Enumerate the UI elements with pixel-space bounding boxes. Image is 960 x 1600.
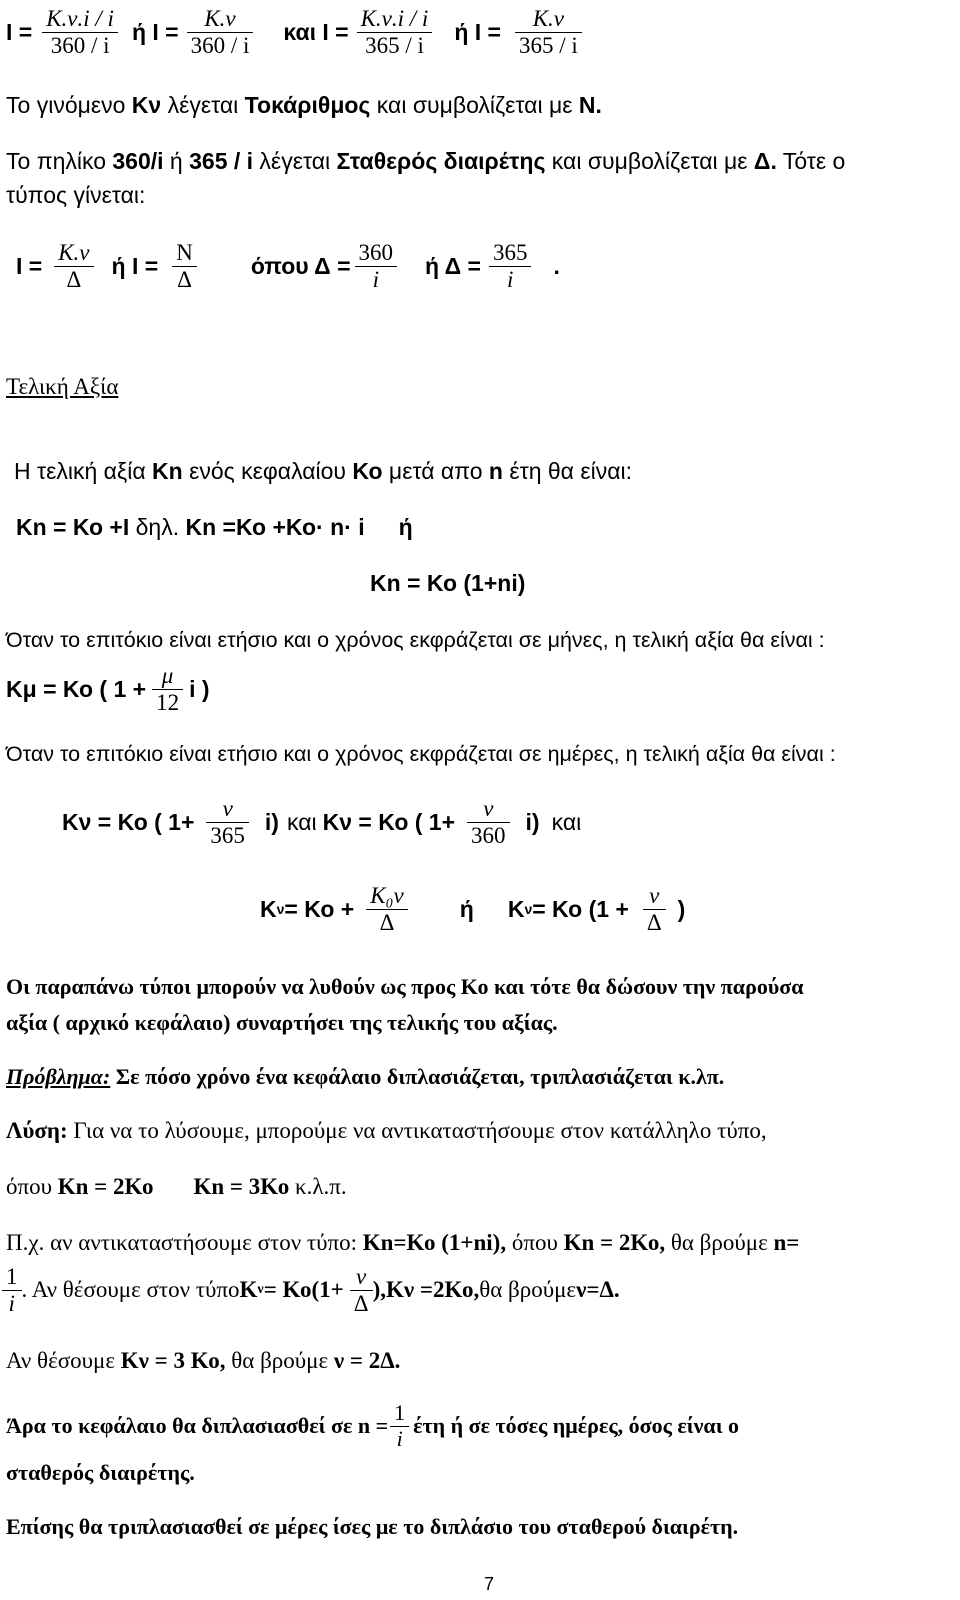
page-number: 7 [484, 1574, 495, 1594]
formula-label: Κν = Κο ( 1+ [322, 808, 456, 835]
formula-label: . [553, 252, 560, 279]
fraction [643, 883, 666, 935]
text: λέγεται [253, 148, 337, 174]
fraction-numerator: 1 [2, 1264, 22, 1290]
fraction-numerator: μ [152, 663, 183, 689]
fraction [54, 240, 93, 292]
subscript: ν [524, 901, 533, 917]
formula-label: Κμ = Κο ( 1 + [6, 675, 147, 702]
subscript: ν [257, 1282, 264, 1297]
fraction-numerator: Κ.ν.i / i [42, 6, 118, 32]
fraction [366, 883, 408, 935]
formula-label: = Κο (1 + [532, 895, 629, 922]
fraction-denominator: Δ [177, 266, 192, 292]
text-bold: n [488, 458, 503, 484]
fraction-numerator: 365 [489, 240, 532, 266]
text: και [551, 808, 582, 835]
formula-months [6, 658, 210, 720]
fraction-denominator: Δ [66, 266, 82, 292]
text-bold: ), [372, 1277, 386, 1302]
problem-label: Πρόβλημα: [6, 1064, 111, 1089]
fraction [187, 6, 254, 58]
paragraph-solve-1: Οι παραπάνω τύποι μπορούν να λυθούν ως προς Κο και τότε θα δώσουν την παρούσα [6, 974, 804, 999]
text: και [286, 808, 317, 835]
paragraph-problem [6, 1064, 724, 1090]
text-bold: Κn =Κο +Κο· n· i [185, 514, 365, 540]
text: και συμβολίζεται με [370, 92, 579, 118]
paragraph-diairetis-line2: τύπος γίνεται: [6, 182, 146, 208]
formula-days-1 [62, 790, 581, 854]
text-bold: Κν =2Κο, [385, 1277, 480, 1302]
text-bold: Κn [152, 458, 183, 484]
text-bold: Κ [239, 1277, 258, 1302]
fraction [172, 240, 197, 292]
formula-label: Κν = Κο ( 1+ [62, 808, 195, 835]
paragraph-double-2: σταθερός διαιρέτης. [6, 1460, 195, 1485]
fraction [2, 1264, 22, 1316]
fraction [489, 240, 532, 292]
fraction-denominator: 365 [210, 822, 245, 848]
paragraph-solve-2: αξία ( αρχικό κεφάλαιο) συναρτήσει της τελικής του αξίας. [6, 1010, 558, 1035]
text-bold: 365 / i [189, 148, 254, 174]
text: Η τελική αξία [14, 458, 153, 484]
text-bold: Κn = 3Κο [193, 1174, 290, 1199]
text: Τότε ο [776, 148, 846, 174]
fraction-denominator: Δ [646, 909, 662, 935]
text-bold: Κν = 3 Κο, [120, 1348, 226, 1373]
fraction [42, 6, 118, 58]
formula-label: ή I = [111, 252, 159, 279]
text: Το πηλίκο [6, 148, 113, 174]
paragraph-days: Όταν το επιτόκιο είναι ετήσιο και ο χρόνος εκφράζεται σε ημέρες, η τελική αξία θα είναι : [6, 742, 836, 766]
fraction-numerator: Κ.ν.i / i [357, 6, 433, 32]
formula-kn: Κn = Κο (1+ni) [370, 570, 526, 596]
fraction-denominator: i [8, 1290, 15, 1316]
fraction-denominator: i [372, 266, 379, 292]
text-bold: ν=Δ. [576, 1277, 620, 1302]
text-bold: Κn=Κο (1+ni), [362, 1230, 507, 1255]
text: και συμβολίζεται με [545, 148, 754, 174]
text: θα βρούμε [665, 1230, 774, 1255]
fraction-numerator: ν [206, 796, 249, 822]
paragraph-example [6, 1230, 799, 1256]
formula-label: ή I = [131, 18, 179, 45]
text: Το γινόμενο [6, 92, 132, 118]
paragraph-triple: Επίσης θα τριπλασιασθεί σε μέρες ίσες με το διπλάσιο του σταθερού διαιρέτη. [6, 1514, 739, 1539]
formula-kn-line [16, 514, 413, 541]
text: όπου [6, 1174, 58, 1199]
text-bold: Σε πόσο χρόνο ένα κεφάλαιο διπλασιάζεται, τριπλασιάζεται κ.λπ. [110, 1064, 725, 1089]
fraction [350, 1264, 373, 1316]
text-bold: Κο [352, 458, 383, 484]
fraction [355, 240, 398, 292]
text-bold: Ν. [578, 92, 602, 118]
text: μετά απο [382, 458, 489, 484]
formula-label: όπου Δ = [250, 252, 351, 279]
formula-label: ή Δ = [425, 252, 481, 279]
paragraph-tokarithmos [6, 92, 602, 119]
formula-row-top [6, 2, 582, 62]
fraction [357, 6, 433, 58]
fraction-numerator: Ν [172, 240, 197, 266]
fraction-denominator: 12 [156, 689, 180, 715]
fraction-denominator: 360 / i [50, 32, 110, 58]
fraction-numerator: 360 [355, 240, 398, 266]
formula-row-delta [16, 234, 560, 298]
text: θα βρούμε [479, 1277, 577, 1302]
formula-label: ή I = [454, 18, 501, 45]
formula-label: Κ [260, 895, 277, 922]
paragraph-solution [6, 1118, 767, 1144]
formula-label: ) [677, 895, 686, 922]
formula-label: ή [459, 895, 474, 922]
text-bold: Κn = Κο +Ι [16, 514, 130, 540]
text: Για να το λύσουμε, μπορούμε να αντικαταστήσουμε στον κατάλληλο τύπο, [67, 1118, 767, 1143]
text: Π.χ. αν αντικαταστήσουμε στον τύπο: [6, 1230, 363, 1255]
fraction-numerator: ν [643, 883, 666, 909]
paragraph-double [6, 1394, 739, 1458]
text: όπου [506, 1230, 564, 1255]
section-heading: Τελική Αξία [6, 374, 119, 399]
text: ενός κεφαλαίου [182, 458, 353, 484]
text: θα βρούμε [225, 1348, 334, 1373]
text: ή [163, 148, 190, 174]
paragraph-example-3 [6, 1348, 400, 1374]
fraction-denominator: 365 / i [518, 32, 578, 58]
text-bold: Κn = 2Κο, [563, 1230, 666, 1255]
text: κ.λ.π. [289, 1174, 347, 1199]
fraction-denominator: Δ [379, 909, 395, 935]
fraction-denominator: i [396, 1425, 403, 1451]
fraction-numerator: ν [350, 1264, 373, 1290]
fraction-denominator: 360 [471, 822, 506, 848]
formula-label: I = [16, 252, 43, 279]
fraction-numerator: Κ.ν [187, 6, 254, 32]
fraction [152, 663, 183, 715]
formula-label: = Κο + [284, 895, 355, 922]
paragraph-example-2 [2, 1258, 620, 1322]
fraction-denominator: 365 / i [365, 32, 424, 58]
fraction-numerator: Κ.ν [54, 240, 93, 266]
text-bold: Κν [131, 92, 162, 118]
solution-label: Λύση: [6, 1118, 68, 1143]
fraction-numerator: Κ₀ν [366, 883, 408, 909]
fraction-numerator: ν [467, 796, 510, 822]
paragraph-diairetis [6, 148, 845, 175]
text: έτη θα είναι: [502, 458, 633, 484]
fraction-numerator: 1 [390, 1401, 409, 1426]
text-bold: Άρα το κεφάλαιο θα διπλασιασθεί σε n = [6, 1413, 389, 1438]
text-bold: 360/i [112, 148, 164, 174]
paragraph-where [6, 1174, 347, 1200]
fraction-numerator: Κ.ν [515, 6, 582, 32]
text: . Αν θέσουμε στον τύπο [21, 1277, 240, 1302]
formula-label: i) [264, 808, 279, 835]
formula-days-2 [260, 872, 685, 946]
text-bold: ν = 2Δ. [333, 1348, 401, 1373]
subscript: ν [276, 901, 285, 917]
fraction [206, 796, 249, 848]
text-bold: ή [398, 514, 413, 540]
fraction-denominator: Δ [353, 1290, 369, 1316]
text-bold: έτη ή σε τόσες ημέρες, όσος είναι ο [413, 1413, 740, 1438]
text-bold: = Κο(1+ [263, 1277, 344, 1302]
fraction [390, 1401, 409, 1450]
text: Αν θέσουμε [6, 1348, 121, 1373]
fraction [467, 796, 510, 848]
text-bold: Τοκάριθμος [244, 92, 371, 118]
paragraph-final-value [14, 458, 632, 485]
formula-label: Κ [507, 895, 525, 922]
text-bold: Δ. [753, 148, 777, 174]
text-bold: Κn = 2Κο [57, 1174, 154, 1199]
formula-label: I = [6, 18, 33, 45]
formula-label: i) [525, 808, 540, 835]
text: λέγεται [161, 92, 245, 118]
fraction-denominator: 360 / i [190, 32, 250, 58]
paragraph-months: Όταν το επιτόκιο είναι ετήσιο και ο χρόνος εκφράζεται σε μήνες, η τελική αξία θα είναι : [6, 628, 825, 652]
formula-label: και I = [283, 18, 349, 45]
text-bold: Σταθερός διαιρέτης [336, 148, 546, 174]
formula-label: i ) [189, 675, 210, 702]
text: δηλ. [129, 514, 186, 540]
text-bold: n= [773, 1230, 800, 1255]
fraction-denominator: i [507, 266, 514, 292]
fraction [515, 6, 582, 58]
